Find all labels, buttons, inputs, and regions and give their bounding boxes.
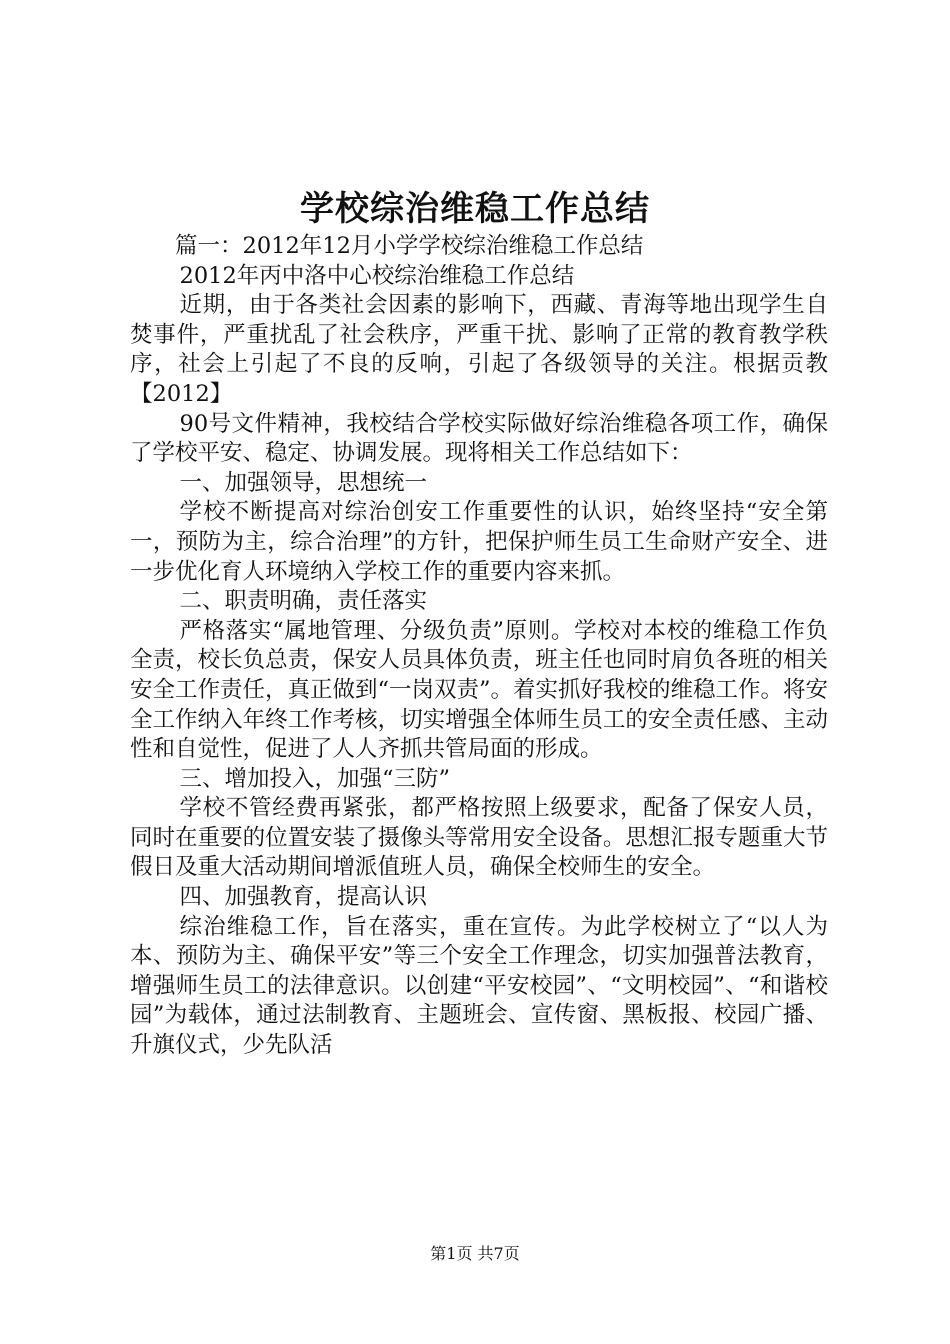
section-heading-4: 四、加强教育，提高认识 [179,884,428,911]
paragraph-article-heading: 篇一：2012年12月小学学校综治维稳工作总结 [175,233,644,259]
section-heading-1: 一、加强领导，思想统一 [179,469,428,496]
document-body [130,232,828,1061]
paragraph-section-1: 学校不断提高对综治创安工作重要性的认识，始终坚持“安全第一，预防为主，综合治理”的方针，把保护师生员工生命财产安全、进一步优化育人环境纳入学校工作的重要内容来抓。 [130,499,828,585]
paragraph-section-4: 综治维稳工作，旨在落实，重在宣传。为此学校树立了“以人为本、预防为主、确保平安”等三个安全工作理念，切实加强普法教育，增强师生员工的法律意识。以创建“平安校园”、“文明校园”、“和谐校园”为载体，通过法制教育、主题班会、宣传窗、黑板报、校园广播、升旗仪式，少先队活 [130,913,828,1059]
paragraph-section-3: 学校不管经费再紧张，都严格按照上级要求，配备了保安人员，同时在重要的位置安装了摄像头等常用安全设备。思想汇报专题重大节假日及重大活动期间增派值班人员，确保全校师生的安全。 [130,795,828,881]
paragraph-section-2: 严格落实“属地管理、分级负责”原则。学校对本校的维稳工作负全责，校长负总责，保安人员具体负责，班主任也同时肩负各班的相关安全工作责任，真正做到“一岗双责”。着实抓好我校的维稳工作。将安全工作纳入年终工作考核，切实增强全体师生员工的安全责任感、主动性和自觉性，促进了人人齐抓共管局面的形成。 [130,617,829,763]
paragraph-intro-continued: 90号文件精神，我校结合学校实际做好综治维稳各项工作，确保了学校平安、稳定、协调发展。现将相关工作总结如下： [130,410,828,467]
document-title: 学校综治维稳工作总结 [300,189,650,229]
section-heading-2: 二、职责明确，责任落实 [179,588,428,615]
paragraph-intro: 近期，由于各类社会因素的影响下，西藏、青海等地出现学生自焚事件，严重扰乱了社会秩序，严重干扰、影响了正常的教育教学秩序，社会上引起了不良的反响，引起了各级领导的关注。根据贡教【2012】 [130,292,828,407]
section-heading-3: 三、增加投入，加强“三防” [179,765,451,792]
paragraph-subtitle: 2012年丙中洛中心校综治维稳工作总结 [179,262,575,289]
page-footer: 第1页 共7页 [430,1244,520,1263]
